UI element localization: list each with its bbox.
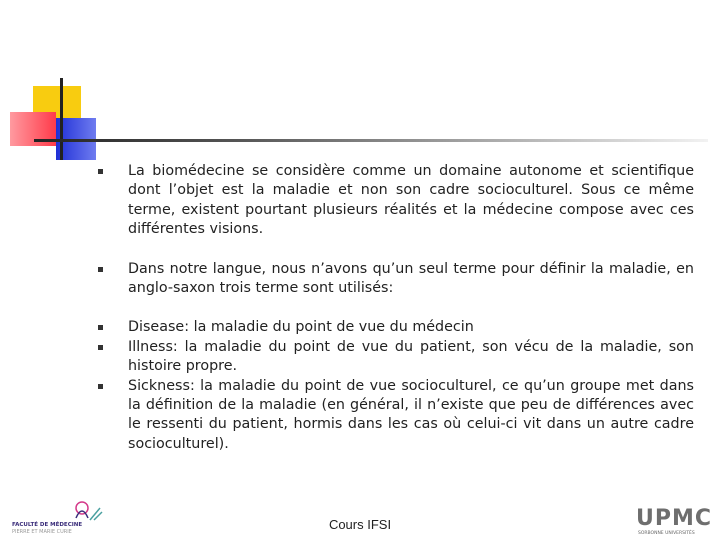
bullet-item: [98, 338, 694, 377]
upmc-logo-subtitle: SORBONNE UNIVERSITÉS: [638, 531, 695, 536]
bullet-square-icon: [98, 169, 103, 174]
bullet-item: [98, 377, 694, 455]
upmc-logo-word: UPMC: [636, 506, 713, 531]
bullet-square-icon: [98, 345, 103, 350]
footer-text: Cours IFSI: [328, 517, 392, 532]
upmc-logo: [630, 506, 716, 538]
faculty-logo-line2: PIERRE ET MARIE CURIE: [12, 529, 72, 535]
title-divider-line: [34, 139, 708, 142]
bullet-square-icon: [98, 325, 103, 330]
decorative-vertical-line: [60, 78, 63, 160]
bullet-item: [98, 260, 694, 299]
bullet-text: La biomédecine se considère comme un domaine autonome et scientifique dont l’objet est la maladie et non son cadre socioculturel. Sous ce même terme, existent pourtant plusieurs réalités et la médecine compose avec ces différentes visions.: [128, 163, 694, 238]
bullet-text: Disease: la maladie du point de vue du médecin: [128, 319, 474, 336]
bullet-text: Illness: la maladie du point de vue du patient, son vécu de la maladie, son histoire propre.: [128, 338, 694, 375]
bullet-list: [98, 162, 694, 454]
faculty-logo-line1: FACULTÉ DE MÉDECINE: [12, 522, 83, 528]
bullet-item: [98, 162, 694, 240]
bullet-square-icon: [98, 267, 103, 272]
bullet-text: Dans notre langue, nous n’avons qu’un seul terme pour définir la maladie, en anglo-saxon trois terme sont utilisés:: [128, 260, 694, 297]
bullet-item: [98, 318, 694, 337]
bullet-square-icon: [98, 384, 103, 389]
bullet-text: Sickness: la maladie du point de vue socioculturel, ce qu’un groupe met dans la définition de la maladie (en général, il n’existe que peu de différences avec le ressenti du patient, hormis dans les cas où celui-ci vit dans un autre cadre socioculturel).: [128, 377, 694, 452]
